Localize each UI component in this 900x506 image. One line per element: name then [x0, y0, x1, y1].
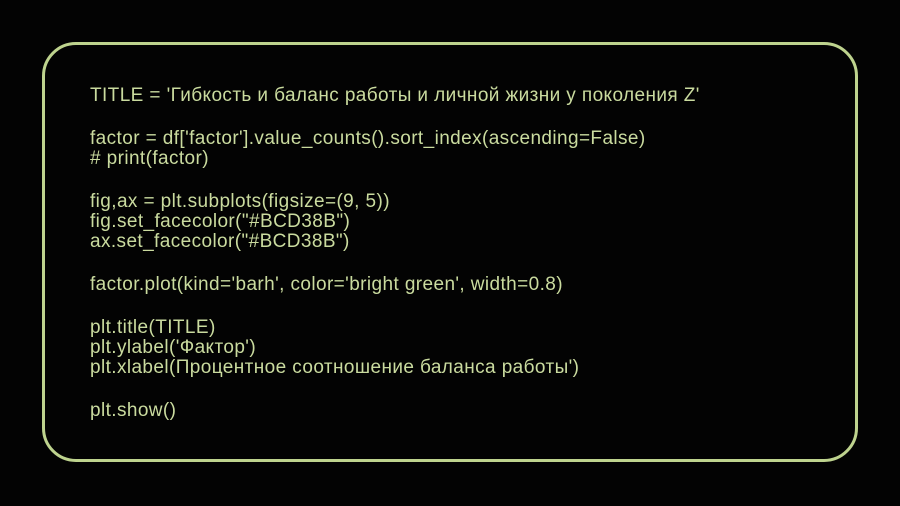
code-line: TITLE = 'Гибкость и баланс работы и личной жизни у поколения Z' [90, 85, 700, 106]
code-line: plt.title(TITLE) [90, 317, 216, 338]
code-line: # print(factor) [90, 148, 209, 169]
code-line-blank [90, 252, 837, 275]
code-block [90, 86, 837, 421]
code-line: plt.ylabel('Фактор') [90, 337, 257, 358]
code-line: factor.plot(kind='barh', color='bright green', width=0.8) [90, 274, 563, 295]
code-line: fig.set_facecolor("#BCD38B") [90, 211, 351, 232]
code-line-blank [90, 106, 837, 129]
code-line: plt.show() [90, 400, 177, 421]
code-line: plt.xlabel(Процентное соотношение баланса работы') [90, 357, 580, 378]
code-line-blank [90, 169, 837, 192]
code-line: fig,ax = plt.subplots(figsize=(9, 5)) [90, 191, 390, 212]
code-line: factor = df['factor'].value_counts().sort_index(ascending=False) [90, 128, 646, 149]
code-line: ax.set_facecolor("#BCD38B") [90, 231, 350, 252]
code-panel [42, 42, 858, 462]
code-line-blank [90, 295, 837, 318]
code-line-blank [90, 378, 837, 401]
